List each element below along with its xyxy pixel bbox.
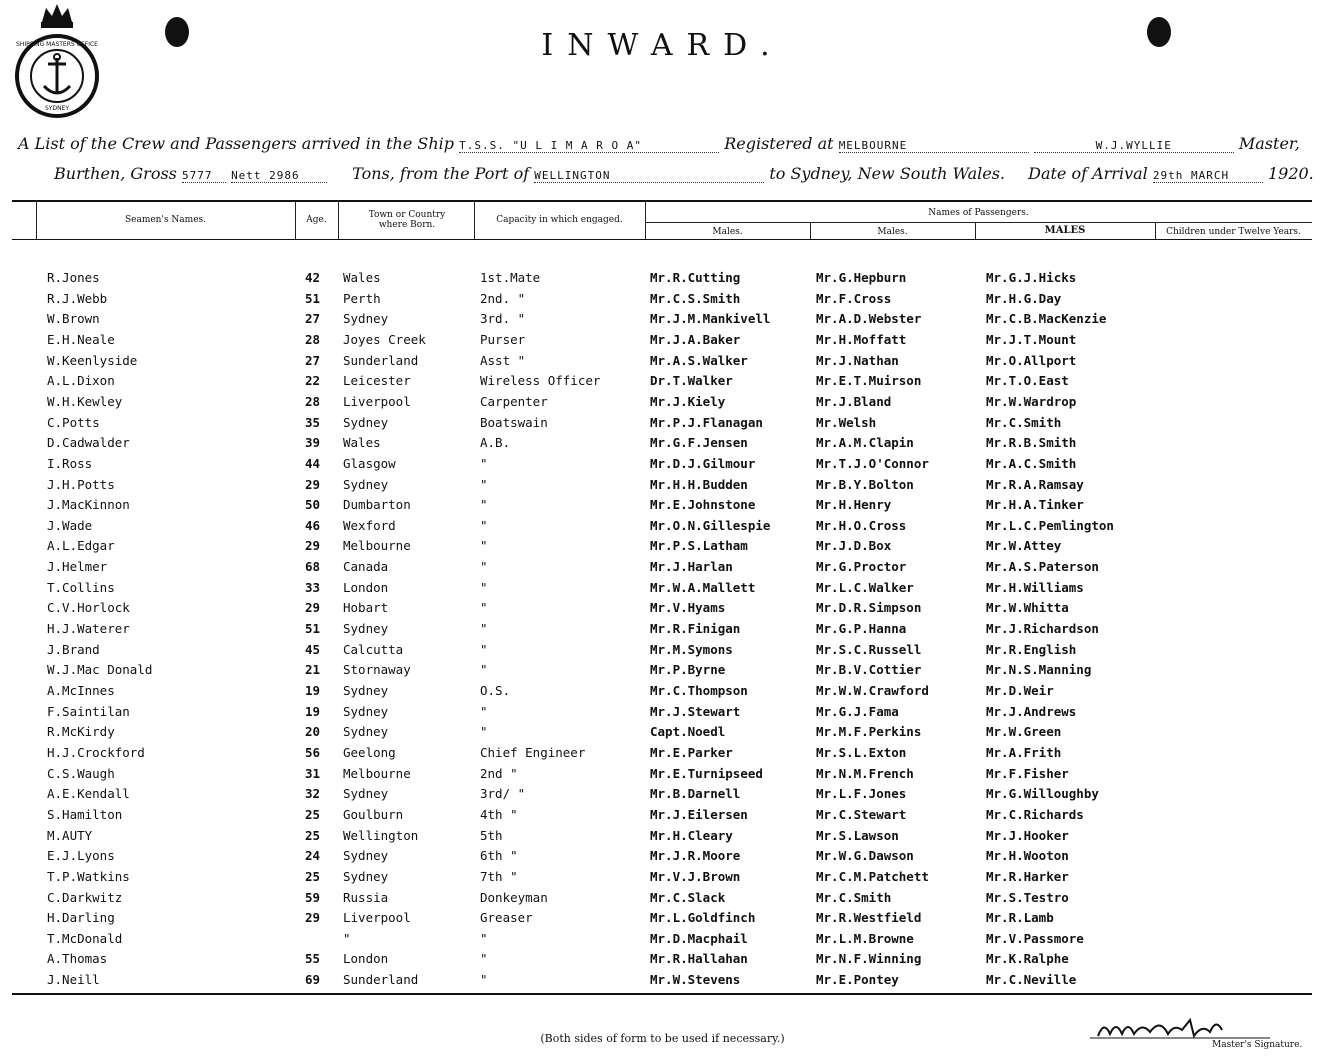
birthplace: Sunderland (343, 352, 419, 368)
col-header-males: Males. (712, 227, 743, 237)
seaman-name: H.J.Waterer (47, 621, 130, 637)
capacity: " (480, 559, 488, 575)
tons-from-label: Tons, from the Port of (352, 164, 530, 183)
col-header-passengers: Names of Passengers. (928, 208, 1029, 218)
passenger-male-2: Mr.Welsh (816, 414, 877, 430)
seaman-name: A.L.Dixon (47, 373, 115, 389)
passenger-male: Mr.G.F.Jensen (650, 435, 748, 451)
birthplace: Sunderland (343, 972, 419, 988)
nett-tons: Nett 2986 (231, 169, 327, 183)
birthplace: Perth (343, 290, 381, 306)
seaman-age: 27 (305, 352, 321, 368)
passenger-male-2: Mr.B.Y.Bolton (816, 476, 914, 492)
birthplace: Sydney (343, 848, 389, 864)
seaman-age: 19 (305, 683, 321, 698)
passenger-male-2: Mr.L.C.Walker (816, 579, 914, 595)
seaman-age: 35 (305, 414, 321, 430)
capacity: 3rd. " (480, 311, 526, 327)
birthplace: London (343, 951, 389, 967)
capacity: Purser (480, 331, 526, 347)
passenger-female: Mr.R.Harker (986, 868, 1069, 884)
seaman-name: W.J.Mac Donald (47, 662, 153, 678)
capacity: 2nd. " (480, 290, 526, 306)
capacity: " (480, 951, 488, 967)
passenger-male: Mr.W.Stevens (650, 972, 741, 988)
seaman-name: M.AUTY (47, 827, 93, 843)
seaman-name: J.Wade (47, 517, 93, 533)
master-name: W.J.WYLLIE (1034, 139, 1234, 153)
passenger-subheader-rule (645, 222, 1312, 223)
departure-port: WELLINGTON (534, 169, 764, 183)
birthplace: Melbourne (343, 538, 411, 554)
seaman-name: E.H.Neale (47, 331, 115, 347)
capacity: " (480, 662, 488, 678)
passenger-female: Mr.C.Neville (986, 972, 1077, 988)
capacity: Donkeyman (480, 889, 548, 905)
birthplace: Liverpool (343, 393, 411, 409)
capacity: 6th " (480, 848, 518, 864)
passenger-male: Mr.O.N.Gillespie (650, 517, 771, 533)
passenger-male-2: Mr.S.L.Exton (816, 744, 907, 760)
passenger-male-2: Mr.H.O.Cross (816, 517, 907, 533)
passenger-male-2: Mr.L.F.Jones (816, 786, 907, 802)
seaman-age: 31 (305, 765, 321, 781)
seaman-name: C.Potts (47, 414, 100, 430)
passenger-male: Mr.V.Hyams (650, 600, 726, 616)
passenger-male: Mr.L.Goldfinch (650, 910, 756, 926)
birthplace: Wellington (343, 827, 419, 843)
birthplace: Sydney (343, 311, 389, 327)
seaman-name: J.Helmer (47, 559, 108, 575)
footer-note: (Both sides of form to be used if necessary.) (540, 1032, 785, 1045)
col-header-town: Town or Country where Born. (368, 210, 446, 230)
birthplace: Joyes Creek (343, 331, 426, 347)
header-bottom-rule (12, 239, 1312, 240)
seaman-age: 29 (305, 600, 321, 616)
passenger-female: Mr.H.Williams (986, 579, 1084, 595)
passenger-male: Mr.P.S.Latham (650, 538, 748, 554)
seaman-name: T.Collins (47, 579, 115, 595)
passenger-female: Mr.W.Attey (986, 538, 1062, 554)
col-header-age: Age. (306, 215, 327, 225)
passenger-female: Mr.J.Andrews (986, 703, 1077, 719)
master-label: Master, (1238, 134, 1300, 153)
passenger-male: Mr.C.S.Smith (650, 290, 741, 306)
passenger-male-2: Mr.F.Cross (816, 290, 892, 306)
gross-tons: 5777 (182, 169, 226, 183)
seaman-age: 28 (305, 393, 321, 409)
passenger-male: Mr.C.Slack (650, 889, 726, 905)
seaman-name: J.Neill (47, 972, 100, 988)
seaman-name: H.Darling (47, 910, 115, 926)
seaman-age: 29 (305, 538, 321, 554)
capacity: " (480, 517, 488, 533)
header-line-2 (54, 164, 1314, 183)
capacity: " (480, 497, 488, 513)
arrival-year: 1920. (1267, 164, 1314, 183)
seaman-age: 42 (305, 270, 321, 285)
passenger-male: Mr.D.J.Gilmour (650, 455, 756, 471)
passenger-male-2: Mr.N.M.French (816, 765, 914, 781)
capacity: " (480, 455, 488, 471)
passenger-female: Mr.C.Richards (986, 806, 1084, 822)
passenger-female: Mr.W.Wardrop (986, 393, 1077, 409)
passenger-male-2: Mr.T.J.O'Connor (816, 455, 929, 471)
capacity: 5th (480, 827, 503, 843)
seaman-name: J.MacKinnon (47, 497, 130, 513)
birthplace: Sydney (343, 703, 389, 719)
seaman-name: F.Saintilan (47, 703, 130, 719)
passenger-male-2: Mr.J.D.Box (816, 538, 892, 554)
capacity: 2nd " (480, 765, 518, 781)
passenger-female: Mr.F.Fisher (986, 765, 1069, 781)
passenger-female: Mr.R.B.Smith (986, 435, 1077, 451)
seaman-age: 39 (305, 435, 321, 451)
birthplace: Stornaway (343, 662, 411, 678)
page-title: INWARD. (541, 28, 784, 63)
passenger-male-2: Mr.H.Moffatt (816, 331, 907, 347)
capacity: 3rd/ " (480, 786, 526, 802)
passenger-male-2: Mr.A.M.Clapin (816, 435, 914, 451)
passenger-male-2: Mr.J.Bland (816, 393, 892, 409)
passenger-male-2: Mr.R.Westfield (816, 910, 922, 926)
passenger-male: Mr.J.A.Baker (650, 331, 741, 347)
birthplace: Sydney (343, 621, 389, 637)
seaman-age: 56 (305, 744, 321, 760)
seal-city: SYDNEY (44, 105, 70, 112)
seaman-age: 29 (305, 910, 321, 926)
passenger-male: Mr.J.Stewart (650, 703, 741, 719)
col-header-capacity: Capacity in which engaged. (496, 215, 623, 225)
passenger-male: Mr.W.A.Mallett (650, 579, 756, 595)
passenger-female: Mr.S.Testro (986, 889, 1069, 905)
seaman-age: 59 (305, 889, 321, 905)
passenger-male-2: Mr.B.V.Cottier (816, 662, 922, 678)
passenger-female: Mr.R.Lamb (986, 910, 1054, 926)
passenger-female: Mr.R.English (986, 641, 1077, 657)
capacity: " (480, 538, 488, 554)
seaman-age: 24 (305, 848, 321, 864)
col-header-females: MALES (1044, 225, 1086, 236)
capacity: " (480, 724, 488, 740)
passenger-female: Mr.A.C.Smith (986, 455, 1077, 471)
passenger-male-2: Mr.E.Pontey (816, 972, 899, 988)
seaman-age: 46 (305, 517, 321, 533)
passenger-male: Mr.M.Symons (650, 641, 733, 657)
col-header-children: Children under Twelve Years. (1166, 227, 1301, 237)
seaman-name: A.E.Kendall (47, 786, 130, 802)
capacity: Wireless Officer (480, 373, 601, 389)
seaman-age: 32 (305, 786, 321, 802)
birthplace: Wales (343, 270, 381, 285)
passenger-male: Mr.B.Darnell (650, 786, 741, 802)
seaman-age: 51 (305, 290, 321, 306)
seaman-name: C.V.Horlock (47, 600, 130, 616)
passenger-female: Mr.G.Willoughby (986, 786, 1099, 802)
passenger-male: Mr.J.Eilersen (650, 806, 748, 822)
capacity: Asst " (480, 352, 526, 368)
capacity: Chief Engineer (480, 744, 586, 760)
birthplace: Sydney (343, 683, 389, 698)
seaman-age: 22 (305, 373, 321, 389)
seaman-name: W.H.Kewley (47, 393, 123, 409)
capacity: " (480, 579, 488, 595)
table-top-rule (12, 200, 1312, 202)
seaman-age: 19 (305, 703, 321, 719)
seaman-name: W.Brown (47, 311, 100, 327)
passenger-male-2: Mr.N.F.Winning (816, 951, 922, 967)
passenger-male-2: Mr.C.Smith (816, 889, 892, 905)
birthplace: Sydney (343, 724, 389, 740)
birthplace: Melbourne (343, 765, 411, 781)
passenger-male: Mr.R.Cutting (650, 270, 741, 285)
seaman-name: C.Darkwitz (47, 889, 123, 905)
passenger-male: Mr.J.R.Moore (650, 848, 741, 864)
list-prefix: A List of the Crew and Passengers arrived in the Ship (18, 134, 454, 153)
capacity: A.B. (480, 435, 511, 451)
passenger-female: Mr.R.A.Ramsay (986, 476, 1084, 492)
capacity: 4th " (480, 806, 518, 822)
signature-label: Master's Signature. (1212, 1040, 1303, 1050)
passenger-female: Mr.H.A.Tinker (986, 497, 1084, 513)
seaman-name: E.J.Lyons (47, 848, 115, 864)
seaman-age: 25 (305, 868, 321, 884)
passenger-male-2: Mr.C.Stewart (816, 806, 907, 822)
arrival-label: Date of Arrival (1028, 164, 1148, 183)
seaman-name: H.J.Crockford (47, 744, 145, 760)
passenger-female: Mr.N.S.Manning (986, 662, 1092, 678)
registered-label: Registered at (724, 134, 834, 153)
passenger-male-2: Mr.G.P.Hanna (816, 621, 907, 637)
passenger-male-2: Mr.A.D.Webster (816, 311, 922, 327)
birthplace: Glasgow (343, 455, 396, 471)
passenger-female: Mr.G.J.Hicks (986, 270, 1077, 285)
capacity: " (480, 621, 488, 637)
seaman-age: 21 (305, 662, 321, 678)
passenger-female: Mr.W.Whitta (986, 600, 1069, 616)
capacity: " (480, 703, 488, 719)
capacity: O.S. (480, 683, 511, 698)
passenger-male-2: Mr.W.W.Crawford (816, 683, 929, 698)
passenger-male-2: Mr.L.M.Browne (816, 930, 914, 946)
seaman-age: 20 (305, 724, 321, 740)
passenger-male-2: Mr.M.F.Perkins (816, 724, 922, 740)
ship-name: T.S.S. "U L I M A R O A" (459, 139, 719, 153)
seaman-age: 25 (305, 827, 321, 843)
passenger-male: Mr.A.S.Walker (650, 352, 748, 368)
birthplace: Sydney (343, 476, 389, 492)
passenger-female: Mr.D.Weir (986, 683, 1054, 698)
seaman-name: C.S.Waugh (47, 765, 115, 781)
passenger-male-2: Mr.G.Hepburn (816, 270, 907, 285)
birthplace: Sydney (343, 868, 389, 884)
passenger-male: Mr.P.J.Flanagan (650, 414, 763, 430)
seaman-name: W.Keenlyside (47, 352, 138, 368)
seaman-age: 44 (305, 455, 321, 471)
passenger-male: Mr.H.H.Budden (650, 476, 748, 492)
seaman-name: R.J.Webb (47, 290, 108, 306)
birthplace: " (343, 930, 351, 946)
seaman-age: 29 (305, 476, 321, 492)
seaman-age: 68 (305, 559, 321, 575)
capacity: Greaser (480, 910, 533, 926)
passenger-male: Mr.R.Finigan (650, 621, 741, 637)
passenger-male-2: Mr.S.C.Russell (816, 641, 922, 657)
table-bottom-rule (12, 993, 1312, 995)
passenger-male-2: Mr.J.Nathan (816, 352, 899, 368)
passenger-female: Mr.W.Green (986, 724, 1062, 740)
seaman-name: R.Jones (47, 270, 100, 285)
capacity: " (480, 930, 488, 946)
passenger-female: Mr.J.T.Mount (986, 331, 1077, 347)
seaman-age: 33 (305, 579, 321, 595)
birthplace: Russia (343, 889, 389, 905)
passenger-male: Mr.R.Hallahan (650, 951, 748, 967)
passenger-female: Mr.J.Richardson (986, 621, 1099, 637)
passenger-female: Mr.H.Wooton (986, 848, 1069, 864)
passenger-male: Mr.J.M.Mankivell (650, 311, 771, 327)
seaman-age: 51 (305, 621, 321, 637)
capacity: " (480, 476, 488, 492)
passenger-female: Mr.C.Smith (986, 414, 1062, 430)
capacity: Carpenter (480, 393, 548, 409)
capacity: 7th " (480, 868, 518, 884)
passenger-female: Mr.L.C.Pemlington (986, 517, 1114, 533)
passenger-male-2: Mr.C.M.Patchett (816, 868, 929, 884)
seaman-age: 50 (305, 497, 321, 513)
arrival-date: 29th MARCH (1153, 169, 1263, 183)
passenger-female: Mr.O.Allport (986, 352, 1077, 368)
passenger-female: Mr.T.O.East (986, 373, 1069, 389)
passenger-male: Mr.D.Macphail (650, 930, 748, 946)
passenger-male-2: Mr.W.G.Dawson (816, 848, 914, 864)
seaman-name: J.H.Potts (47, 476, 115, 492)
passenger-male-2: Mr.E.T.Muirson (816, 373, 922, 389)
passenger-male: Mr.C.Thompson (650, 683, 748, 698)
capacity: 1st.Mate (480, 270, 541, 285)
passenger-male-2: Mr.S.Lawson (816, 827, 899, 843)
seaman-name: A.L.Edgar (47, 538, 115, 554)
passenger-male: Mr.J.Kiely (650, 393, 726, 409)
seaman-name: S.Hamilton (47, 806, 123, 822)
col-divider (338, 202, 339, 239)
passenger-female: Mr.A.Frith (986, 744, 1062, 760)
capacity: Boatswain (480, 414, 548, 430)
passenger-male-2: Mr.G.Proctor (816, 559, 907, 575)
passenger-female: Mr.H.G.Day (986, 290, 1062, 306)
birthplace: Goulburn (343, 806, 404, 822)
seaman-age: 45 (305, 641, 321, 657)
seaman-age: 69 (305, 972, 321, 988)
passenger-female: Mr.K.Ralphe (986, 951, 1069, 967)
capacity: " (480, 641, 488, 657)
birthplace: Canada (343, 559, 389, 575)
seaman-age: 27 (305, 311, 321, 327)
birthplace: Liverpool (343, 910, 411, 926)
header-line-1 (18, 134, 1300, 153)
passenger-male-2: Mr.H.Henry (816, 497, 892, 513)
passenger-male: Mr.J.Harlan (650, 559, 733, 575)
seaman-age: 28 (305, 331, 321, 347)
birthplace: Wales (343, 435, 381, 451)
seaman-name: T.P.Watkins (47, 868, 130, 884)
seaman-name: R.McKirdy (47, 724, 115, 740)
seaman-age: 55 (305, 951, 321, 967)
capacity: " (480, 972, 488, 988)
passenger-female: Mr.V.Passmore (986, 930, 1084, 946)
passenger-male-2: Mr.G.J.Fama (816, 703, 899, 719)
seal-ring-text: SHIPPING MASTERS OFFICE (16, 41, 98, 48)
passenger-male: Mr.V.J.Brown (650, 868, 741, 884)
col-header-seamen: Seamen's Names. (124, 215, 207, 225)
seaman-name: I.Ross (47, 455, 93, 471)
passenger-male: Capt.Noedl (650, 724, 726, 740)
passenger-male: Dr.T.Walker (650, 373, 733, 389)
to-sydney-label: to Sydney, New South Wales. (769, 164, 1006, 183)
passenger-male: Mr.P.Byrne (650, 662, 726, 678)
registered-port: MELBOURNE (839, 139, 1029, 153)
passenger-male: Mr.E.Turnipseed (650, 765, 763, 781)
birthplace: London (343, 579, 389, 595)
capacity: " (480, 600, 488, 616)
birthplace: Dumbarton (343, 497, 411, 513)
passenger-female: Mr.A.S.Paterson (986, 559, 1099, 575)
birthplace: Sydney (343, 414, 389, 430)
birthplace: Wexford (343, 517, 396, 533)
birthplace: Sydney (343, 786, 389, 802)
seaman-name: T.McDonald (47, 930, 123, 946)
birthplace: Calcutta (343, 641, 404, 657)
passenger-male: Mr.H.Cleary (650, 827, 733, 843)
seaman-name: A.McInnes (47, 683, 115, 698)
passenger-female: Mr.C.B.MacKenzie (986, 311, 1107, 327)
seaman-name: A.Thomas (47, 951, 108, 967)
seaman-name: J.Brand (47, 641, 100, 657)
seaman-name: D.Cadwalder (47, 435, 130, 451)
birthplace: Geelong (343, 744, 396, 760)
passenger-male-2: Mr.D.R.Simpson (816, 600, 922, 616)
burthen-label: Burthen, Gross (54, 164, 177, 183)
col-header-males-2: Males. (877, 227, 908, 237)
seaman-age: 25 (305, 806, 321, 822)
birthplace: Hobart (343, 600, 389, 616)
passenger-male: Mr.E.Parker (650, 744, 733, 760)
passenger-male: Mr.E.Johnstone (650, 497, 756, 513)
passenger-female: Mr.J.Hooker (986, 827, 1069, 843)
birthplace: Leicester (343, 373, 411, 389)
